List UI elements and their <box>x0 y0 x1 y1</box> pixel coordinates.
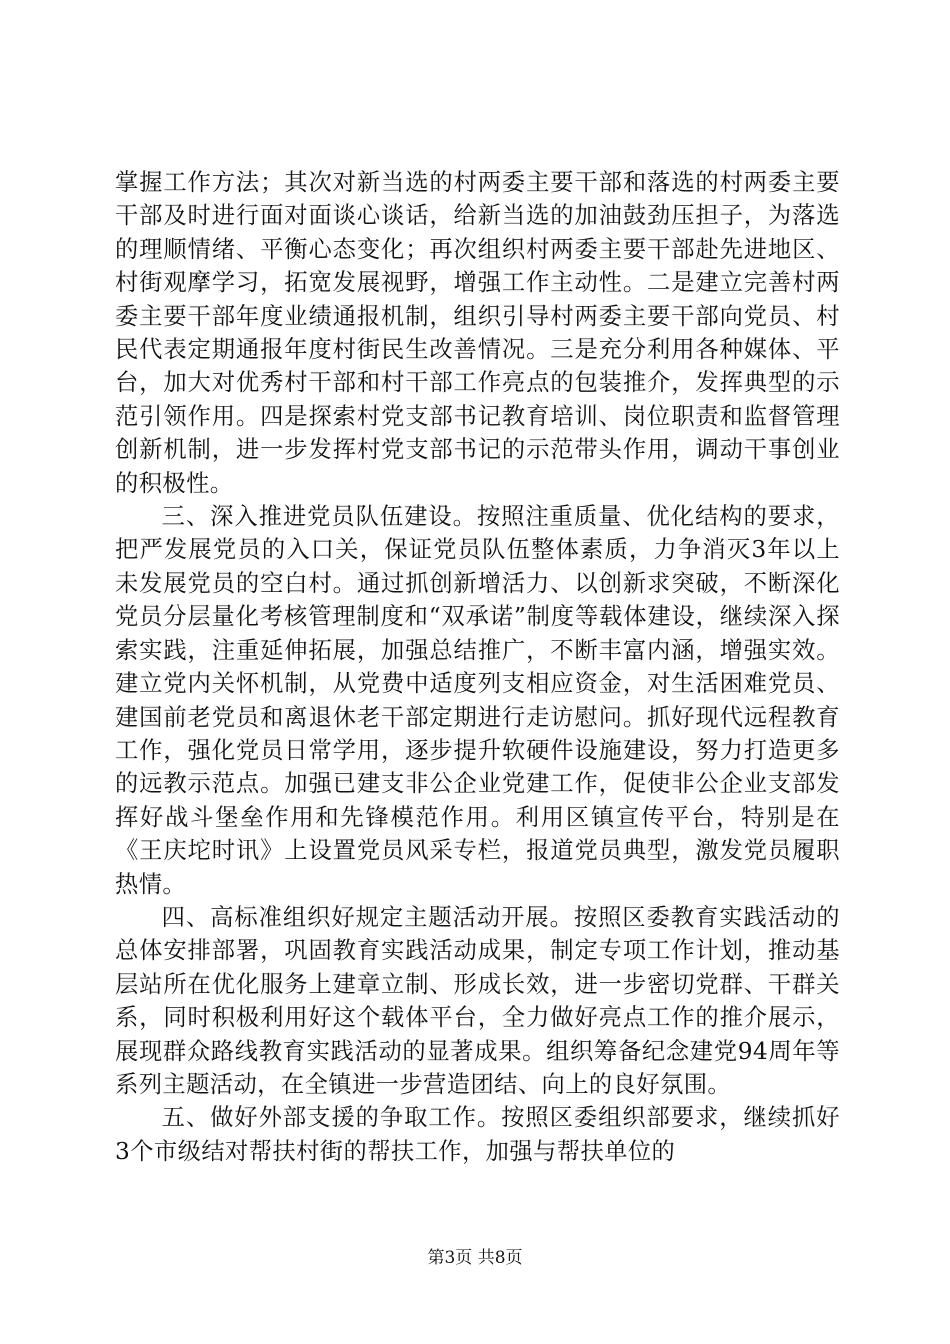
paragraph-section-five: 五、做好外部支援的争取工作。按照区委组织部要求，继续抓好3个市级结对帮扶村街的帮扶工作，加强与帮扶单位的 <box>115 1104 840 1165</box>
document-body <box>115 166 840 1168</box>
paragraph-section-three: 三、深入推进党员队伍建设。按照注重质量、优化结构的要求，把严发展党员的入口关，保证党员队伍整体素质，力争消灭3年以上未发展党员的空白村。通过抓创新增活力、以创新求突破，不断深化党员分层量化考核管理制度和“双承诺”制度等载体建设，继续深入探索实践，注重延伸拓展，加强总结推广，不断丰富内涵，增强实效。建立党内关怀机制，从党费中适度列支相应资金，对生活困难党员、建国前老党员和离退休老干部定期进行走访慰问。抓好现代远程教育工作，强化党员日常学用，逐步提升软硬件设施建设，努力打造更多的远教示范点。加强已建支非公企业党建工作，促使非公企业支部发挥好战斗堡垒作用和先锋模范作用。利用区镇宣传平台，特别是在《王庆坨时讯》上设置党员风采专栏，报道党员典型，激发党员履职热情。 <box>115 503 840 898</box>
page-number-footer: 第3页 共8页 <box>427 1248 523 1268</box>
paragraph-continued: 掌握工作方法；其次对新当选的村两委主要干部和落选的村两委主要干部及时进行面对面谈心谈话，给新当选的加油鼓劲压担子，为落选的理顺情绪、平衡心态变化；再次组织村两委主要干部赴先进地区、村街观摩学习，拓宽发展视野，增强工作主动性。二是建立完善村两委主要干部年度业绩通报机制，组织引导村两委主要干部向党员、村民代表定期通报年度村街民生改善情况。三是充分利用各种媒体、平台，加大对优秀村干部和村干部工作亮点的包装推介，发挥典型的示范引领作用。四是探索村党支部书记教育培训、岗位职责和监督管理创新机制，进一步发挥村党支部书记的示范带头作用，调动干事创业的积极性。 <box>115 169 840 497</box>
paragraph-section-four: 四、高标准组织好规定主题活动开展。按照区委教育实践活动的总体安排部署，巩固教育实践活动成果，制定专项工作计划，推动基层站所在优化服务上建章立制、形成长效，进一步密切党群、干群关系，同时积极利用好这个载体平台，全力做好亮点工作的推介展示，展现群众路线教育实践活动的显著成果。组织筹备纪念建党94周年等系列主题活动，在全镇进一步营造团结、向上的良好氛围。 <box>115 903 840 1098</box>
